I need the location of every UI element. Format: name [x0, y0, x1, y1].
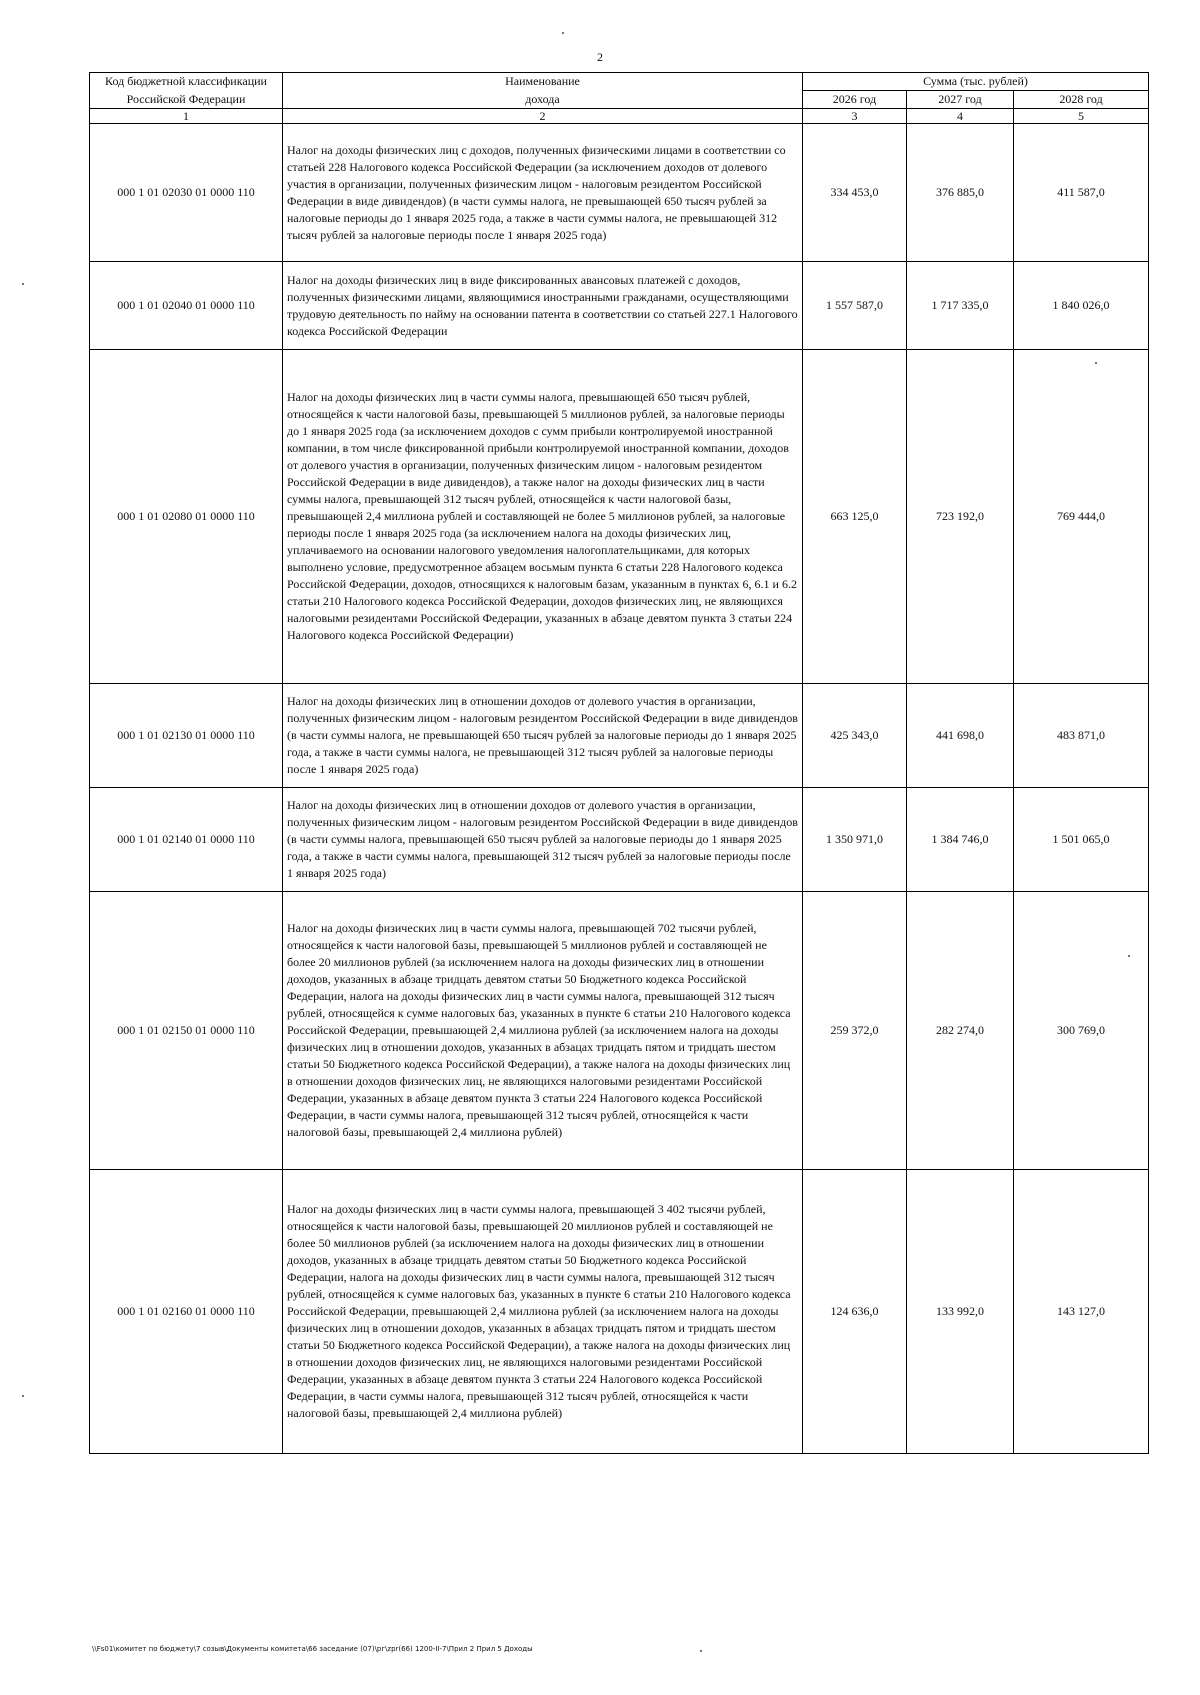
header-amount-group: Сумма (тыс. рублей) [803, 73, 1149, 91]
row-value-2026: 425 343,0 [803, 684, 907, 788]
row-value-2028: 1 501 065,0 [1014, 788, 1149, 892]
table-row [90, 350, 1149, 684]
row-name: Налог на доходы физических лиц в отношении доходов от долевого участия в организации, полученных физическим лицом - налоговым резидентом Российской Федерации в виде дивидендов (в части суммы налога, не превышающей 650 тысяч рублей за налоговые периоды до 1 января 2025 года, а также в части суммы налога, не превышающей 312 тысяч рублей за налоговые периоды после 1 января 2025 года) [283, 684, 803, 788]
header-year-2026: 2026 год [803, 91, 907, 109]
revenue-table [89, 72, 1149, 1454]
row-code: 000 1 01 02040 01 0000 110 [90, 262, 283, 350]
row-value-2028: 483 871,0 [1014, 684, 1149, 788]
column-number: 2 [283, 109, 803, 124]
row-code: 000 1 01 02030 01 0000 110 [90, 124, 283, 262]
table-row [90, 262, 1149, 350]
row-name: Налог на доходы физических лиц в виде фиксированных авансовых платежей с доходов, полученных физическими лицами, являющимися иностранными гражданами, осуществляющими трудовую деятельность по найму на основании патента в соответствии со статьей 227.1 Налогового кодекса Российской Федерации [283, 262, 803, 350]
row-value-2028: 300 769,0 [1014, 892, 1149, 1170]
row-code: 000 1 01 02130 01 0000 110 [90, 684, 283, 788]
row-value-2026: 1 557 587,0 [803, 262, 907, 350]
scan-speck [22, 1395, 24, 1397]
header-name: Наименование [283, 73, 803, 91]
header-row-1 [90, 73, 1149, 91]
row-value-2027: 282 274,0 [907, 892, 1014, 1170]
row-value-2027: 376 885,0 [907, 124, 1014, 262]
header-code-line2: Российской Федерации [90, 91, 283, 109]
header-row-2 [90, 91, 1149, 109]
row-value-2027: 441 698,0 [907, 684, 1014, 788]
file-path-footer: \\Fs01\комитет по бюджету\7 созыв\Документы комитета\66 заседание (07)\рг\zpr(66) 1200-II-7\Прил 2 Прил 5 Доходы [92, 1645, 533, 1653]
header-code: Код бюджетной классификации [90, 73, 283, 91]
row-value-2026: 124 636,0 [803, 1170, 907, 1454]
row-name: Налог на доходы физических лиц в части суммы налога, превышающей 650 тысяч рублей, относящейся к части налоговой базы, превышающей 5 миллионов рублей, за налоговые периоды до 1 января 2025 года (за исключением доходов с сумм прибыли контролируемой иностранной компании, в том числе фиксированной прибыли контролируемой иностранной компании, доходов от долевого участия в организации, полученных физическим лицом - налоговым резидентом Российской Федерации в виде дивидендов), а также налог на доходы физических лиц в части суммы налога, превышающей 312 тысяч рублей, относящейся к части налоговой базы, превышающей 2,4 миллиона рублей и составляющей не более 5 миллионов рублей, за налоговые периоды после 1 января 2025 года (за исключением налога на доходы физических лиц, уплачиваемого на основании налогового уведомления налогоплательщиками, для которых выполнено условие, предусмотренное абзацем восьмым пункта 6 статьи 228 Налогового кодекса Российской Федерации, доходов, относящихся к налоговым базам, указанным в пунктах 6, 6.1 и 6.2 статьи 210 Налогового кодекса Российской Федерации, доходов физических лиц, не являющихся налоговыми резидентами Российской Федерации, указанных в абзаце девятом пункта 3 статьи 224 Налогового кодекса Российской Федерации) [283, 350, 803, 684]
scan-speck [1128, 955, 1130, 957]
row-value-2028: 769 444,0 [1014, 350, 1149, 684]
row-value-2026: 259 372,0 [803, 892, 907, 1170]
header-year-2027: 2027 год [907, 91, 1014, 109]
row-value-2028: 143 127,0 [1014, 1170, 1149, 1454]
row-name: Налог на доходы физических лиц в части суммы налога, превышающей 702 тысячи рублей, относящейся к части налоговой базы, превышающей 5 миллионов рублей и составляющей не более 20 миллионов рублей (за исключением налога на доходы физических лиц в отношении доходов, указанных в абзаце тридцать девятом статьи 50 Бюджетного кодекса Российской Федерации, налога на доходы физических лиц в части суммы налога, превышающей 312 тысяч рублей, относящейся к сумме налоговых баз, указанных в пункте 6 статьи 210 Налогового кодекса Российской Федерации, превышающей 2,4 миллиона рублей (за исключением налога на доходы физических лиц в отношении доходов, указанных в абзацах тридцать пятом и тридцать шестом статьи 50 Бюджетного кодекса Российской Федерации), а также налога на доходы физических лиц в отношении доходов физических лиц, не являющихся налоговыми резидентами Российской Федерации, указанных в абзаце девятом пункта 3 статьи 224 Налогового кодекса Российской Федерации, в части суммы налога, превышающей 312 тысяч рублей, относящейся к части налоговой базы, превышающей 2,4 миллиона рублей) [283, 892, 803, 1170]
column-number: 4 [907, 109, 1014, 124]
row-value-2026: 663 125,0 [803, 350, 907, 684]
scan-speck [700, 1650, 702, 1652]
column-number: 5 [1014, 109, 1149, 124]
header-name-line2: дохода [283, 91, 803, 109]
row-value-2027: 133 992,0 [907, 1170, 1014, 1454]
row-name: Налог на доходы физических лиц с доходов, полученных физическими лицами в соответствии со статьей 228 Налогового кодекса Российской Федерации (за исключением доходов от долевого участия в организации, полученных физическим лицом - налоговым резидентом Российской Федерации в виде дивидендов) (в части суммы налога, не превышающей 650 тысяч рублей за налоговые периоды до 1 января 2025 года, а также в части суммы налога, не превышающей 312 тысяч рублей за налоговые периоды после 1 января 2025 года) [283, 124, 803, 262]
row-name: Налог на доходы физических лиц в отношении доходов от долевого участия в организации, полученных физическим лицом - налоговым резидентом Российской Федерации в виде дивидендов (в части суммы налога, превышающей 650 тысяч рублей за налоговые периоды до 1 января 2025 года, а также в части суммы налога, превышающей 312 тысяч рублей за налоговые периоды после 1 января 2025 года) [283, 788, 803, 892]
row-value-2026: 1 350 971,0 [803, 788, 907, 892]
scan-speck [22, 283, 24, 285]
table-row [90, 788, 1149, 892]
table-row [90, 892, 1149, 1170]
scan-speck [562, 32, 564, 34]
row-value-2027: 1 384 746,0 [907, 788, 1014, 892]
row-code: 000 1 01 02160 01 0000 110 [90, 1170, 283, 1454]
row-code: 000 1 01 02140 01 0000 110 [90, 788, 283, 892]
column-number: 1 [90, 109, 283, 124]
column-number: 3 [803, 109, 907, 124]
row-value-2028: 1 840 026,0 [1014, 262, 1149, 350]
table-row [90, 1170, 1149, 1454]
column-number-row [90, 109, 1149, 124]
table-row [90, 684, 1149, 788]
header-year-2028: 2028 год [1014, 91, 1149, 109]
row-code: 000 1 01 02080 01 0000 110 [90, 350, 283, 684]
row-value-2026: 334 453,0 [803, 124, 907, 262]
row-value-2027: 723 192,0 [907, 350, 1014, 684]
table-row [90, 124, 1149, 262]
scan-speck [1095, 362, 1097, 364]
page-number: 2 [597, 50, 603, 64]
row-code: 000 1 01 02150 01 0000 110 [90, 892, 283, 1170]
row-value-2027: 1 717 335,0 [907, 262, 1014, 350]
row-value-2028: 411 587,0 [1014, 124, 1149, 262]
row-name: Налог на доходы физических лиц в части суммы налога, превышающей 3 402 тысячи рублей, относящейся к части налоговой базы, превышающей 20 миллионов рублей и составляющей не более 50 миллионов рублей (за исключением налога на доходы физических лиц в отношении доходов, указанных в абзаце тридцать девятом статьи 50 Бюджетного кодекса Российской Федерации, налога на доходы физических лиц в части суммы налога, превышающей 312 тысяч рублей, относящейся к сумме налоговых баз, указанных в пункте 6 статьи 210 Налогового кодекса Российской Федерации, превышающей 2,4 миллиона рублей (за исключением налога на доходы физических лиц в отношении доходов, указанных в абзацах тридцать пятом и тридцать шестом статьи 50 Бюджетного кодекса Российской Федерации), а также налога на доходы физических лиц в отношении доходов физических лиц, не являющихся налоговыми резидентами Российской Федерации, указанных в абзаце девятом пункта 3 статьи 224 Налогового кодекса Российской Федерации, в части суммы налога, превышающей 312 тысяч рублей, относящейся к части налоговой базы, превышающей 2,4 миллиона рублей) [283, 1170, 803, 1454]
